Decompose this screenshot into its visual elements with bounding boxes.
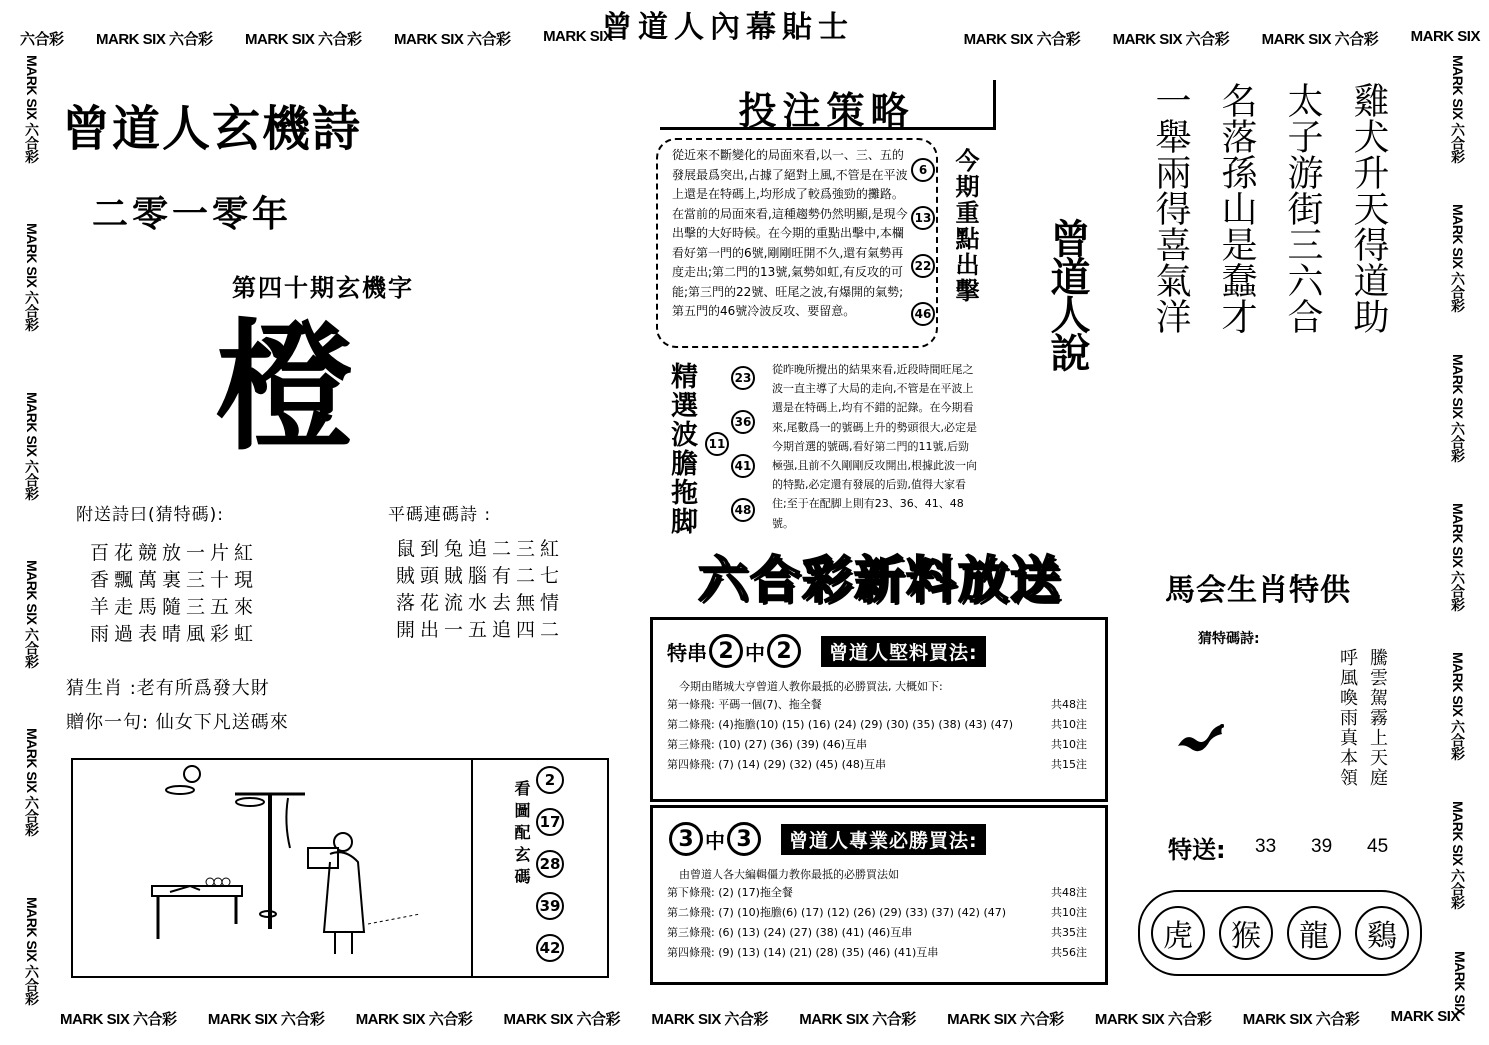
year-heading: 二零一零年 xyxy=(92,193,293,235)
panel1-label: 曾道人堅料買法: xyxy=(821,636,986,667)
watermark-text: MARK SIX 六合彩 xyxy=(355,1011,473,1028)
badge-title: 曾道人說 xyxy=(1044,218,1090,370)
poem-column: 一舉兩得喜氣洋 xyxy=(1150,82,1191,334)
pick-numbers xyxy=(731,366,755,522)
panel2-label: 曾道人專業必勝買法: xyxy=(781,824,986,855)
poem-line: 開出一五追四二 xyxy=(396,619,565,641)
new-material-title: 六合彩新料放送 xyxy=(698,551,1062,609)
bet-name: 第二條飛: (4)拖膽(10) (15) (16) (24) (29) (30) (35) (38) (43) (47) xyxy=(667,718,1014,731)
poem2-heading: 平碼連碼詩 : xyxy=(388,505,492,525)
ring-number: 2 xyxy=(709,634,743,668)
poem-line: 賊頭賊腦有二七 xyxy=(396,565,565,587)
watermark-text: MARK SIX 六合彩 xyxy=(799,1011,916,1028)
poem2-lines xyxy=(396,536,564,644)
panel1-header xyxy=(667,634,986,668)
number-ball: 48 xyxy=(731,498,755,522)
watermark-text: MARK SIX 六合彩 xyxy=(1242,1011,1360,1028)
ring-mid: 中 xyxy=(705,828,725,853)
number-ball: 2 xyxy=(536,766,564,794)
guess-block xyxy=(66,672,289,740)
number-ball: 11 xyxy=(705,432,729,456)
watermark-text: MARK SIX 六合彩 xyxy=(96,31,213,48)
poem-line: 香飄萬裏三十現 xyxy=(90,569,259,591)
pick-text: 從昨晚所攪出的結果來看,近段時間旺尾之波一直主導了大局的走向,不管是在平波上還是在特碼上,均有不錯的記錄。在今期看來,尾數爲一的號碼上升的勢頭很大,必定是今期首選的號碼,看好第二門的11號,后勁極强,且前不久剛剛反攻開出,根據此波一向的特點,必定還有發展的后勁,值得大家看住;至于在配脚上則有23、36、41、48號。 xyxy=(772,363,977,530)
watermark-bottom xyxy=(60,1008,1460,1029)
key-character: 橙 xyxy=(215,306,356,470)
left-title: 曾道人玄機詩 xyxy=(62,101,363,157)
watermark-text: MARK SIX 六合彩 xyxy=(1450,652,1466,761)
bet-name: 第四條飛: (9) (13) (14) (21) (28) (35) (46) (41)互串 xyxy=(667,946,939,959)
ring-number: 2 xyxy=(767,634,801,668)
poem-column: 名落孫山是蠢才 xyxy=(1216,82,1257,334)
guess-code-label: 猜特碼詩: xyxy=(1198,631,1260,647)
page-title: 曾道人內幕貼士 xyxy=(598,2,858,46)
panel2-intro: 由曾道人各大編輯僵力教你最抵的必勝買法如 xyxy=(679,868,899,881)
watermark-text: MARK SIX 六合彩 xyxy=(24,55,40,164)
number-ball: 42 xyxy=(536,934,564,962)
watermark-left xyxy=(22,55,42,1005)
gift-phrase: 贈你一句: 仙女下凡送碼來 xyxy=(66,712,289,733)
watermark-text: MARK SIX 六合彩 xyxy=(1450,801,1466,910)
ring-mid: 中 xyxy=(745,640,765,665)
bet-row xyxy=(667,942,1087,962)
watermark-text: MARK SIX 六合彩 xyxy=(503,1011,621,1028)
number-ball: 39 xyxy=(536,892,564,920)
watermark-text: MARK SIX 六合彩 xyxy=(947,1011,1064,1028)
focus-numbers xyxy=(911,158,935,326)
horse-title: 馬会生肖特供 xyxy=(1165,573,1351,608)
bet-note: 共48注 xyxy=(1051,886,1087,899)
ring-number: 3 xyxy=(727,822,761,856)
number-ball: 41 xyxy=(731,454,755,478)
bet-row xyxy=(667,902,1087,922)
panel2-header xyxy=(667,822,986,856)
watermark-text: MARK SIX 六合彩 xyxy=(24,559,40,669)
watermark-text: MARK SIX 六合彩 xyxy=(245,31,362,48)
watermark-top xyxy=(20,28,1480,49)
watermark-text: MARK SIX 六合彩 xyxy=(1112,31,1230,48)
poem-line: 雨過表晴風彩虹 xyxy=(90,623,259,645)
poem-line: 落花流水去無情 xyxy=(396,592,565,614)
watermark-text: MARK SIX 六合彩 xyxy=(651,1011,768,1028)
panel-special xyxy=(650,617,1108,802)
pick-label: 精選波膽拖脚 xyxy=(666,362,697,536)
watermark-text: MARK SIX xyxy=(543,28,613,45)
zodiac-row xyxy=(1144,906,1416,960)
watermark-text: MARK SIX 六合彩 xyxy=(963,31,1081,48)
gift-number: 39 xyxy=(1311,836,1333,857)
period-heading: 第四十期玄機字 xyxy=(232,274,414,302)
watermark-text: MARK SIX 六合彩 xyxy=(60,1011,177,1028)
bet-name: 第四條飛: (7) (14) (29) (32) (45) (48)互串 xyxy=(667,758,887,771)
poem-column: 呼風喚雨真本領 xyxy=(1337,648,1358,788)
poem-line: 羊走馬隨三五來 xyxy=(90,596,259,618)
bet-name: 第一條飛: 平碼一個(7)、拖全餐 xyxy=(667,698,822,711)
panel1-rows xyxy=(667,694,1087,774)
bet-note: 共56注 xyxy=(1051,946,1087,959)
bet-row xyxy=(667,694,1087,714)
bet-note: 共10注 xyxy=(1051,718,1087,731)
watermark-text: MARK SIX 六合彩 xyxy=(394,31,511,48)
bet-row xyxy=(667,714,1087,734)
bet-note: 共10注 xyxy=(1051,738,1087,751)
watermark-text: 六合彩 xyxy=(20,31,64,48)
picture-label: 看圖配玄碼 xyxy=(512,780,531,890)
poem-line: 百花競放一片紅 xyxy=(90,542,259,564)
watermark-text: MARK SIX 六合彩 xyxy=(24,223,40,332)
watermark-text: MARK SIX 六合彩 xyxy=(1450,55,1466,164)
bet-note: 共15注 xyxy=(1051,758,1087,771)
scholar-illustration-icon xyxy=(140,764,460,974)
bet-name: 第二條飛: (7) (10)拖膽(6) (17) (12) (26) (29) (33) (37) (42) (47) xyxy=(667,906,1007,919)
watermark-text: MARK SIX 六合彩 xyxy=(24,896,40,1005)
watermark-text: MARK SIX 六合彩 xyxy=(1094,1011,1212,1028)
picture-numbers xyxy=(536,766,564,962)
focus-label: 今期重點出擊 xyxy=(951,148,979,304)
gift-label: 特送: xyxy=(1168,836,1226,864)
bet-row xyxy=(667,754,1087,774)
right-poem xyxy=(1138,82,1400,512)
panel-professional xyxy=(650,805,1108,985)
watermark-text: MARK SIX xyxy=(1410,28,1480,45)
watermark-right xyxy=(1448,55,1468,1015)
special-prefix: 特串 xyxy=(667,640,707,665)
watermark-text: MARK SIX 六合彩 xyxy=(24,728,40,837)
poem-column: 太子游街三六合 xyxy=(1282,82,1323,334)
number-ball: 13 xyxy=(911,206,935,230)
guess-zodiac: 猜生肖 :老有所爲發大財 xyxy=(66,678,270,699)
poem-column: 雞犬升天得道助 xyxy=(1348,82,1389,334)
watermark-text: MARK SIX 六合彩 xyxy=(1450,502,1466,612)
number-ball: 36 xyxy=(731,410,755,434)
watermark-text: MARK SIX 六合彩 xyxy=(207,1011,325,1028)
strategy-title: 投注策略 xyxy=(660,80,996,130)
bet-name: 第三條飛: (6) (13) (24) (27) (38) (41) (46)互串 xyxy=(667,926,913,939)
watermark-text: MARK SIX xyxy=(1390,1008,1460,1025)
gift-number: 33 xyxy=(1255,836,1277,857)
strategy-text: 從近來不斷變化的局面來看,以一、三、五的發展最爲突出,占據了絕對上風,不管是在平波上還是在特碼上,均形成了較爲強勁的攤路。在當前的局面來看,這種趨勢仍然明顯,是現今出擊的大好時候。在今期的重點出擊中,本欄看好第一門的6號,剛剛旺開不久,還有氣勢再度走出;第二門的13號,氣勢如虹,有反攻的可能;第三門的22號、旺尾之波,有爆開的氣勢;第五門的46號冷波反攻、要留意。 xyxy=(672,148,908,318)
bet-note: 共48注 xyxy=(1051,698,1087,711)
number-ball: 22 xyxy=(911,254,935,278)
number-ball: 28 xyxy=(536,850,564,878)
poem1-lines xyxy=(90,540,258,648)
number-ball: 6 xyxy=(911,158,935,182)
poem-line: 鼠到兔追二三紅 xyxy=(396,538,565,560)
zodiac-ball: 鷄 xyxy=(1355,906,1409,960)
zodiac-ball: 猴 xyxy=(1219,906,1273,960)
bet-row xyxy=(667,734,1087,754)
panel1-intro: 今期由賭城大亨曾道人教你最抵的必勝買法, 大概如下: xyxy=(679,680,943,693)
number-ball: 46 xyxy=(911,302,935,326)
picture-divider xyxy=(471,758,473,978)
watermark-text: MARK SIX 六合彩 xyxy=(1450,353,1466,462)
bet-row xyxy=(667,882,1087,902)
zodiac-ball: 龍 xyxy=(1287,906,1341,960)
dragon-icon xyxy=(1174,716,1230,756)
number-ball: 17 xyxy=(536,808,564,836)
gift-number: 45 xyxy=(1367,836,1389,857)
number-ball: 23 xyxy=(731,366,755,390)
poem-column: 騰雲駕霧上天庭 xyxy=(1367,648,1388,788)
bet-note: 共10注 xyxy=(1051,906,1087,919)
bet-row xyxy=(667,922,1087,942)
watermark-text: MARK SIX xyxy=(1452,950,1468,1015)
poem1-heading: 附送詩曰(猜特碼): xyxy=(76,505,224,525)
bet-name: 第三條飛: (10) (27) (36) (39) (46)互串 xyxy=(667,738,868,751)
bet-name: 第下條飛: (2) (17)拖全餐 xyxy=(667,886,793,899)
ring-number: 3 xyxy=(669,822,703,856)
watermark-text: MARK SIX 六合彩 xyxy=(24,391,40,500)
panel2-rows xyxy=(667,882,1087,962)
watermark-text: MARK SIX 六合彩 xyxy=(1261,31,1379,48)
watermark-text: MARK SIX 六合彩 xyxy=(1450,204,1466,313)
bet-note: 共35注 xyxy=(1051,926,1087,939)
zodiac-ball: 虎 xyxy=(1151,906,1205,960)
